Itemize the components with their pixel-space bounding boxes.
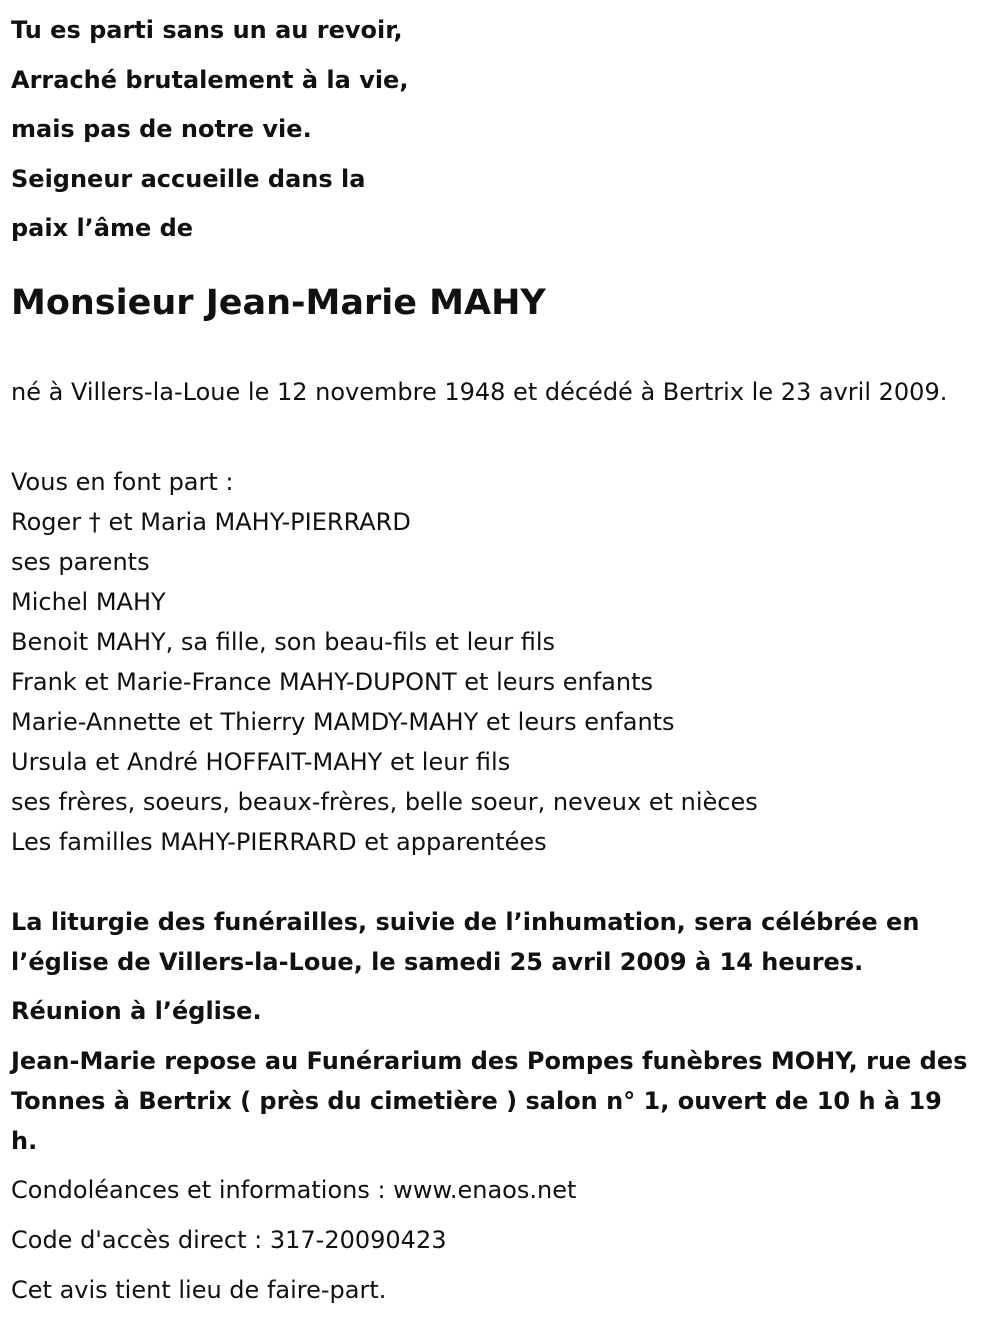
gathering-info: Réunion à l’église. bbox=[11, 997, 262, 1025]
ceremony-info: La liturgie des funérailles, suivie de l’inhumation, sera célébrée en l’église de Villers-la-Loue, le samedi 25 avril 2009 à 14 heures. bbox=[11, 908, 920, 976]
poem-line: mais pas de notre vie. bbox=[11, 115, 312, 143]
poem-line: Arraché brutalement à la vie, bbox=[11, 65, 409, 94]
parents-line bbox=[11, 502, 758, 542]
resting-place-info: Jean-Marie repose au Funérarium des Pompes funèbres MOHY, rue des Tonnes à Bertrix ( près du cimetière ) salon n° 1, ouvert de 10 h à 19 h. bbox=[11, 1047, 968, 1155]
poem-line: Seigneur accueille dans la bbox=[11, 164, 366, 193]
birth-death-info: né à Villers-la-Loue le 12 novembre 1948 et décédé à Bertrix le 23 avril 2009. bbox=[11, 378, 948, 406]
family-line: Benoit MAHY, sa fille, son beau-fils et leur fils bbox=[11, 628, 555, 656]
family-line: ses parents bbox=[11, 548, 150, 576]
announcement-intro: Vous en font part : bbox=[11, 468, 234, 496]
poem-line: paix l’âme de bbox=[11, 214, 194, 242]
family-line: Marie-Annette et Thierry MAMDY-MAHY et leurs enfants bbox=[11, 708, 675, 736]
cross-icon: † bbox=[88, 508, 101, 536]
family-line: Michel MAHY bbox=[11, 588, 166, 616]
parents-rest: et Maria MAHY-PIERRARD bbox=[108, 508, 411, 536]
poem-line: Tu es parti sans un au revoir, bbox=[11, 16, 403, 44]
family-line: ses frères, soeurs, beaux-frères, belle soeur, neveux et nièces bbox=[11, 788, 758, 816]
family-announcement bbox=[11, 462, 758, 862]
notice-text: Cet avis tient lieu de faire-part. bbox=[11, 1276, 387, 1304]
access-code: Code d'accès direct : 317-20090423 bbox=[11, 1226, 447, 1254]
family-line: Frank et Marie-France MAHY-DUPONT et leurs enfants bbox=[11, 668, 653, 696]
parent-first-name: Roger bbox=[11, 508, 82, 536]
condolences-info: Condoléances et informations : www.enaos.net bbox=[11, 1176, 577, 1204]
poem bbox=[11, 6, 408, 254]
family-line: Ursula et André HOFFAIT-MAHY et leur fils bbox=[11, 748, 511, 776]
deceased-name: Monsieur Jean-Marie MAHY bbox=[11, 283, 546, 323]
family-line: Les familles MAHY-PIERRARD et apparentées bbox=[11, 828, 547, 856]
